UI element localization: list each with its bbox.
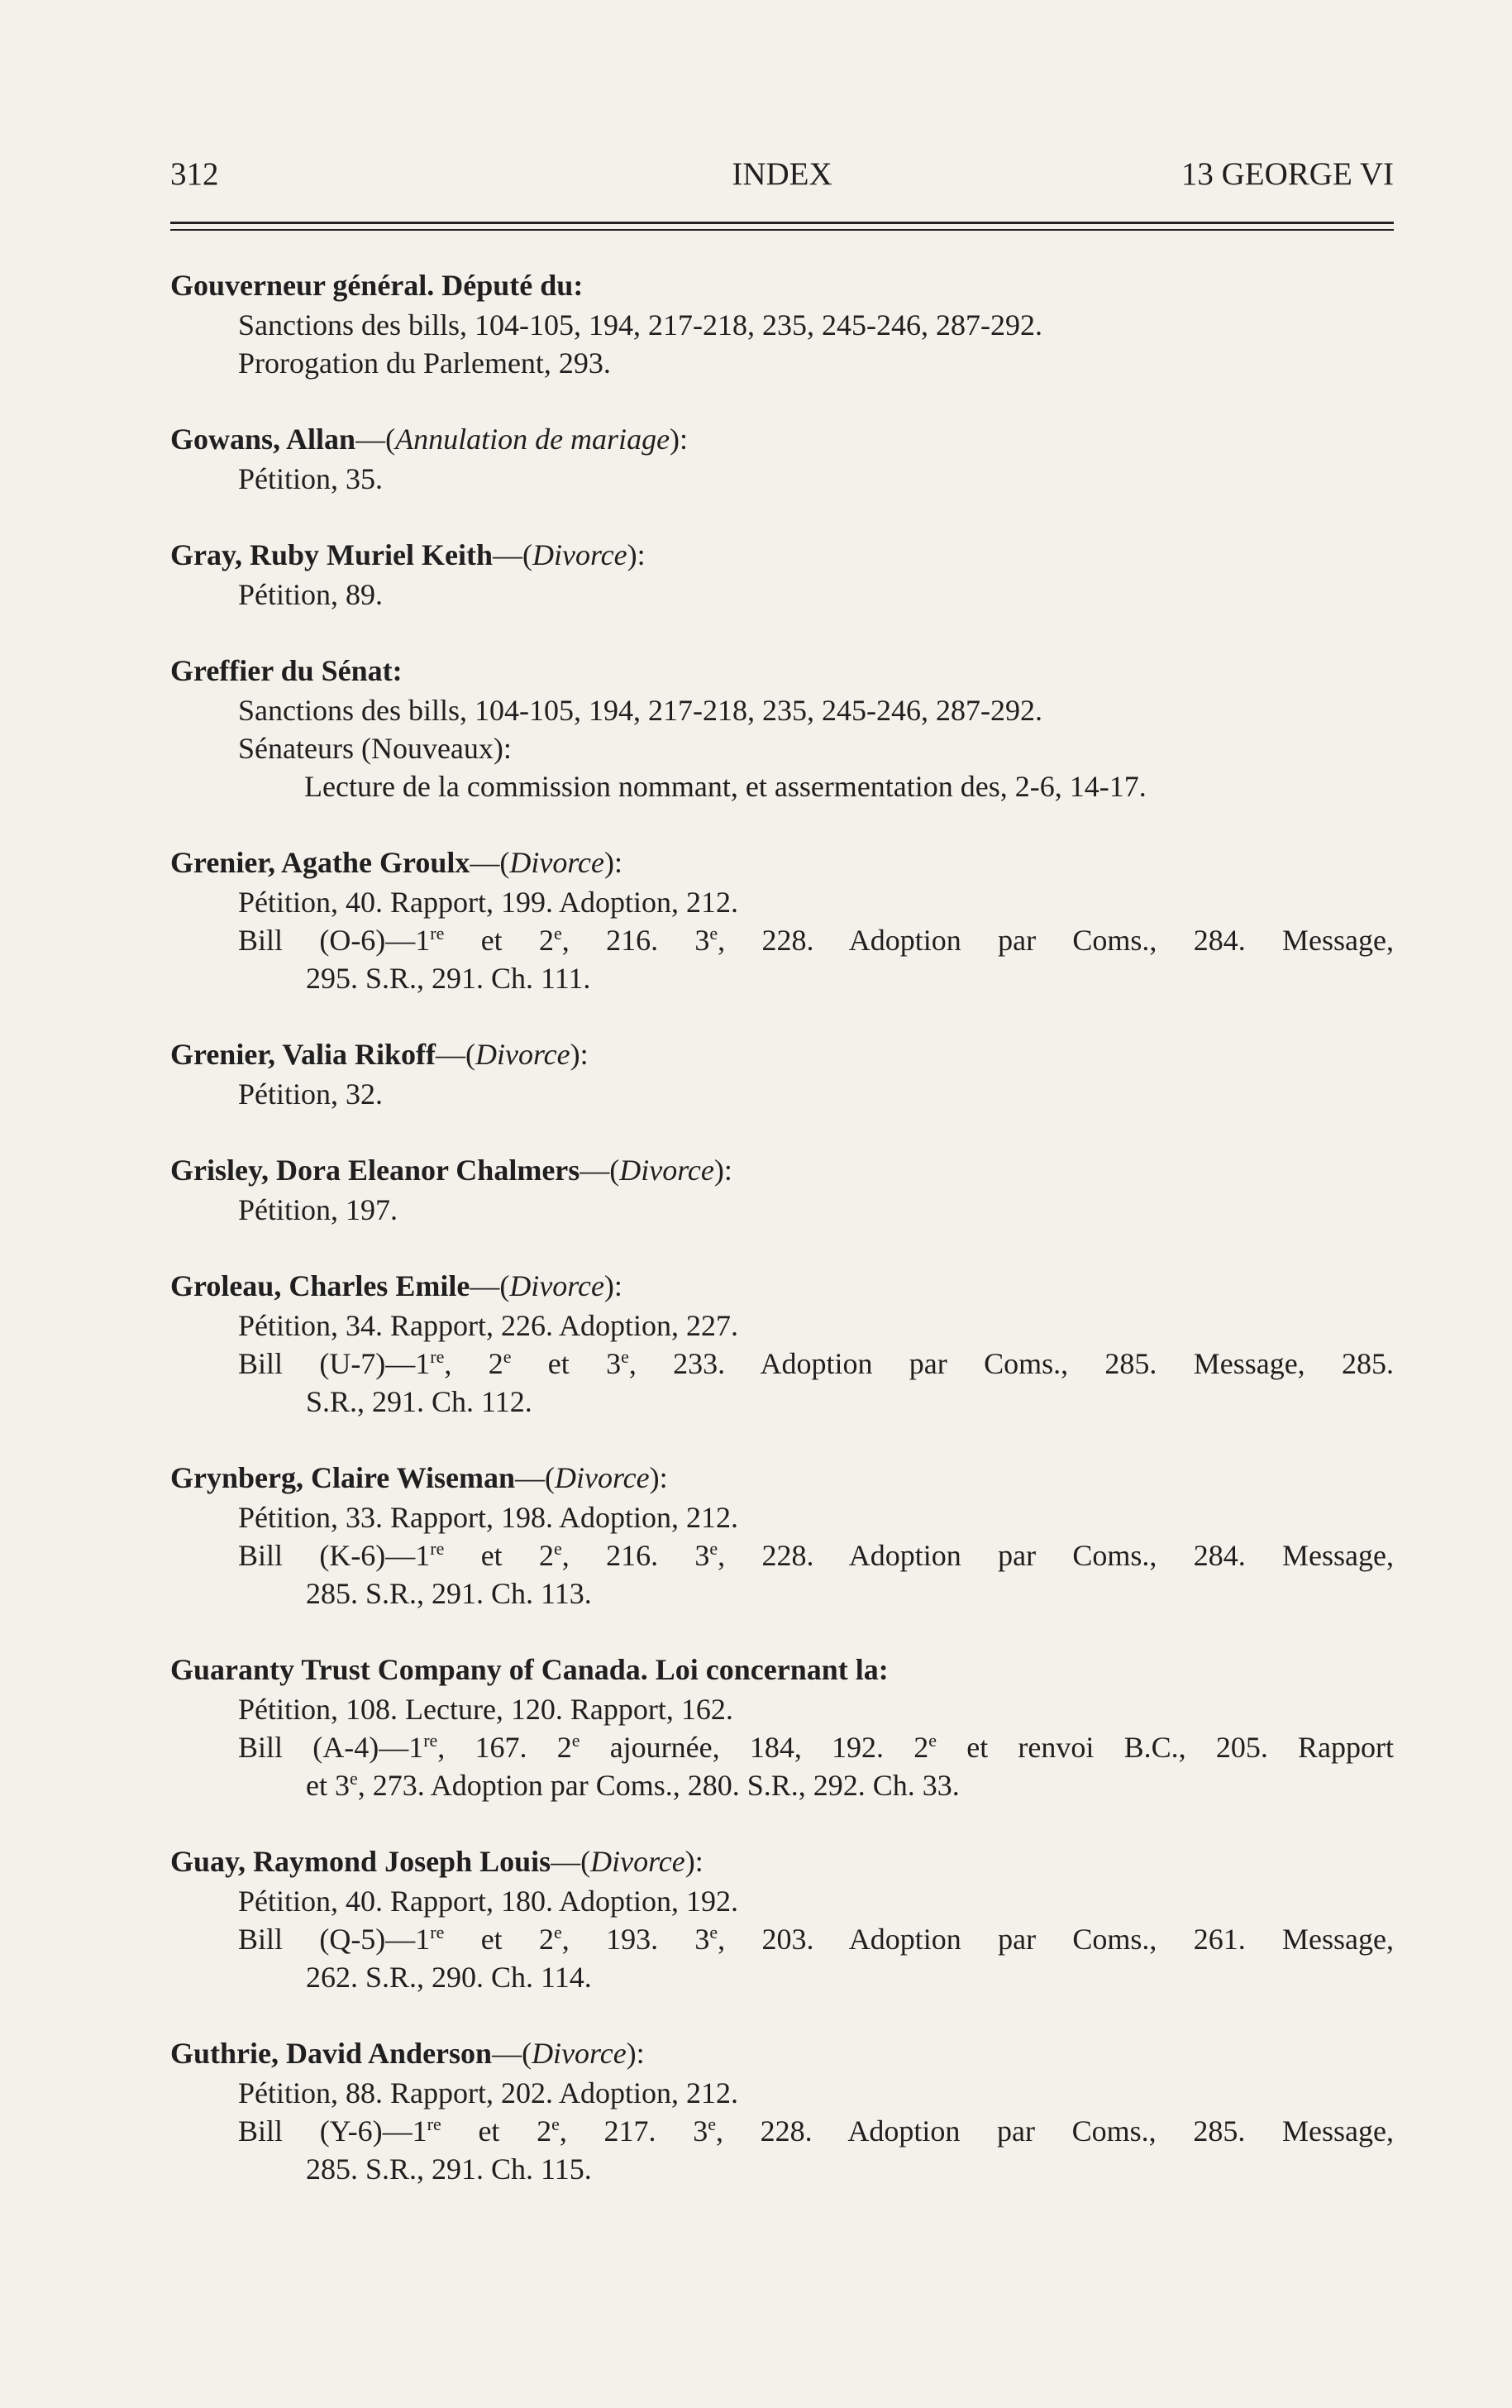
entry-heading: [170, 652, 1394, 690]
entry-line: Pétition, 108. Lecture, 120. Rapport, 162.: [238, 1693, 733, 1726]
entry-type: Annulation de mariage: [395, 423, 670, 456]
entry-line: Prorogation du Parlement, 293.: [238, 346, 611, 380]
entry-type: Divorce: [619, 1154, 714, 1187]
entry-name: Gouverneur général. Député du:: [170, 269, 584, 302]
entry-heading: [170, 420, 1394, 458]
index-entry: [170, 1035, 1394, 1113]
entry-name: Grenier, Agathe Groulx: [170, 846, 470, 879]
entry-dash: —(: [470, 846, 510, 879]
entry-dash: —(: [492, 2037, 532, 2070]
index-entry: [170, 1267, 1394, 1421]
entry-line: Sanctions des bills, 104-105, 194, 217-218, 235, 245-246, 287-292.: [238, 308, 1042, 342]
entry-dash: —(: [470, 1269, 510, 1302]
entry-type: Divorce: [509, 846, 604, 879]
entry-line: Pétition, 33. Rapport, 198. Adoption, 212.: [238, 1501, 739, 1534]
entry-line: S.R., 291. Ch. 112.: [306, 1385, 532, 1418]
header-rule-top: [170, 222, 1394, 224]
entry-dash: —(: [436, 1038, 476, 1071]
entry-line: et 3e, 273. Adoption par Coms., 280. S.R., 292. Ch. 33.: [306, 1768, 960, 1802]
index-entry: [170, 1651, 1394, 1804]
index-entry: [170, 843, 1394, 997]
entry-heading: [170, 1651, 1394, 1689]
entry-name: Guaranty Trust Company of Canada. Loi concernant la:: [170, 1653, 889, 1686]
entry-dash: —(: [580, 1154, 620, 1187]
header-rule-bottom: [170, 229, 1394, 231]
index-entry: [170, 266, 1394, 382]
entry-name: Grenier, Valia Rikoff: [170, 1038, 436, 1071]
entry-line: Pétition, 34. Rapport, 226. Adoption, 227.: [238, 1309, 739, 1342]
entry-close: ):: [627, 538, 646, 571]
entry-line: Bill (A-4)—1re, 167. 2e ajournée, 184, 192. 2e et renvoi B.C., 205. Rapport: [238, 1730, 1395, 1764]
entry-line: Sanctions des bills, 104-105, 194, 217-218, 235, 245-246, 287-292.: [238, 694, 1042, 727]
entry-heading: [170, 1842, 1394, 1880]
entry-line: Bill (U-7)—1re, 2e et 3e, 233. Adoption par Coms., 285. Message, 285.: [238, 1346, 1394, 1380]
entry-line: Pétition, 88. Rapport, 202. Adoption, 212.: [238, 2076, 739, 2109]
entry-line: 285. S.R., 291. Ch. 113.: [306, 1577, 592, 1610]
entry-type: Divorce: [532, 2037, 627, 2070]
entry-line: Bill (Q-5)—1re et 2e, 193. 3e, 203. Adoption par Coms., 261. Message,: [238, 1922, 1394, 1956]
index-entry: [170, 420, 1394, 498]
entry-line: Pétition, 89.: [238, 578, 384, 611]
index-entry: [170, 1151, 1394, 1229]
index-entry: [170, 2034, 1394, 2188]
entry-heading: [170, 2034, 1394, 2072]
entry-heading: [170, 1459, 1394, 1497]
entry-line: Bill (Y-6)—1re et 2e, 217. 3e, 228. Adoption par Coms., 285. Message,: [238, 2114, 1394, 2148]
entry-close: ):: [684, 1845, 704, 1878]
entry-line: Pétition, 32.: [238, 1077, 384, 1111]
index-entry: [170, 536, 1394, 614]
entry-type: Divorce: [532, 538, 627, 571]
entry-line: Pétition, 35.: [238, 462, 384, 495]
entry-name: Guthrie, David Anderson: [170, 2037, 493, 2070]
entry-name: Gray, Ruby Muriel Keith: [170, 538, 493, 571]
entry-heading: [170, 536, 1394, 574]
entry-line: 285. S.R., 291. Ch. 115.: [306, 2152, 592, 2186]
entry-name: Guay, Raymond Joseph Louis: [170, 1845, 551, 1878]
entry-dash: —(: [515, 1461, 555, 1494]
entry-name: Greffier du Sénat:: [170, 654, 403, 687]
entry-dash: —(: [493, 538, 532, 571]
entry-close: ):: [603, 1269, 622, 1302]
entry-line: Bill (O-6)—1re et 2e, 216. 3e, 228. Adoption par Coms., 284. Message,: [238, 923, 1394, 957]
entry-heading: [170, 843, 1394, 882]
index-entries: [170, 266, 1394, 2226]
entry-line: Sénateurs (Nouveaux):: [238, 732, 512, 765]
entry-type: Divorce: [475, 1038, 570, 1071]
entry-name: Groleau, Charles Emile: [170, 1269, 470, 1302]
entry-type: Divorce: [555, 1461, 650, 1494]
entry-heading: [170, 1267, 1394, 1305]
entry-line: 295. S.R., 291. Ch. 111.: [306, 962, 591, 995]
entry-dash: —(: [551, 1845, 591, 1878]
entry-dash: —(: [355, 423, 396, 456]
index-entry: [170, 652, 1394, 805]
index-entry: [170, 1842, 1394, 1996]
entry-close: ):: [670, 423, 689, 456]
entry-line: Lecture de la commission nommant, et assermentation des, 2-6, 14-17.: [304, 770, 1147, 803]
entry-name: Grynberg, Claire Wiseman: [170, 1461, 515, 1494]
entry-close: ):: [626, 2037, 645, 2070]
entry-type: Divorce: [590, 1845, 685, 1878]
entry-type: Divorce: [509, 1269, 604, 1302]
entry-line: 262. S.R., 290. Ch. 114.: [306, 1961, 592, 1994]
entry-close: ):: [713, 1154, 732, 1187]
entry-heading: [170, 266, 1394, 304]
entry-close: ):: [603, 846, 622, 879]
index-entry: [170, 1459, 1394, 1612]
entry-close: ):: [649, 1461, 668, 1494]
page-number: 312: [170, 156, 219, 192]
entry-heading: [170, 1151, 1394, 1189]
reign-label: 13 GEORGE VI: [1181, 156, 1394, 192]
page-header: [170, 155, 1394, 202]
entry-line: Bill (K-6)—1re et 2e, 216. 3e, 228. Adoption par Coms., 284. Message,: [238, 1538, 1394, 1572]
entry-line: Pétition, 40. Rapport, 199. Adoption, 212.: [238, 886, 739, 919]
entry-line: Pétition, 40. Rapport, 180. Adoption, 192.: [238, 1885, 739, 1918]
page-title: INDEX: [732, 156, 832, 192]
entry-line: Pétition, 197.: [238, 1193, 398, 1226]
entry-name: Gowans, Allan: [170, 423, 356, 456]
entry-close: ):: [570, 1038, 589, 1071]
entry-name: Grisley, Dora Eleanor Chalmers: [170, 1154, 580, 1187]
entry-heading: [170, 1035, 1394, 1073]
